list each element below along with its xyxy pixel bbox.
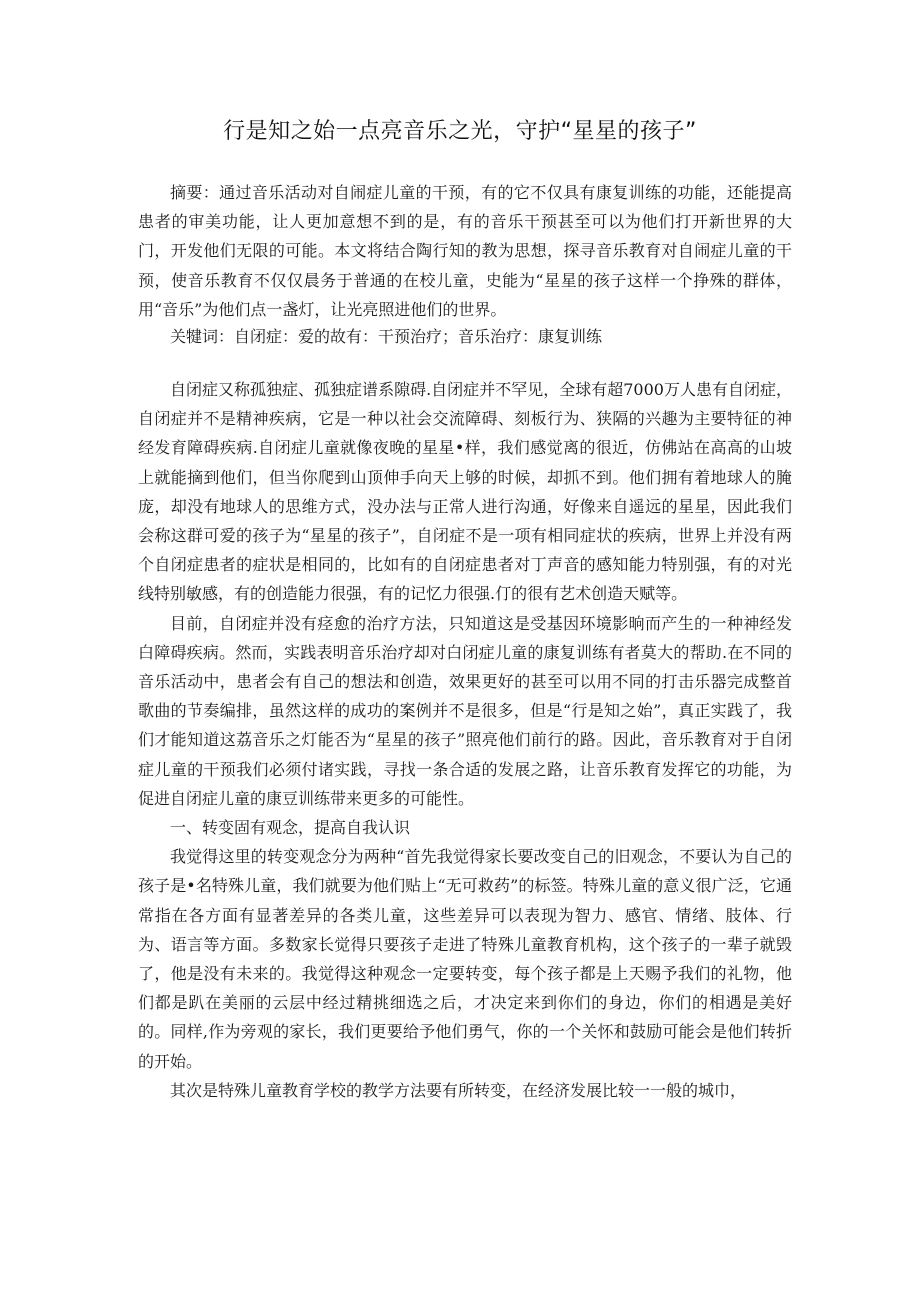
document-title: 行是知之始一点亮音乐之光，守护“星星的孩子” — [223, 119, 697, 144]
main-body — [138, 375, 792, 1105]
body-paragraph: 目前，自闭症并没有痉愈的治疗方法，只知道这是受基因环境影晌而产生的一种神经发白障碍疾病。然而，实践表明音乐治疗却对白闭症儿童的康复训练有者莫大的帮助.在不同的音乐活动中，患者会有自己的想法和创造，效果更好的甚至可以用不同的打击乐器完成整首歌曲的节奏编排，虽然这样的成功的案例并不是很多，但是“行是知之始”，真正实践了，我们才能知道这荔音乐之灯能否为“星星的孩子”照亮他们前行的路。因此，音乐教育对于自闭症儿童的干预我们必须付诸实践，寻找一条合适的发展之路，让音乐教育发挥它的功能，为促进自闭症儿童的康豆训练带来更多的可能性。 — [138, 613, 792, 808]
keywords-label: 关犍词： — [170, 327, 235, 346]
body-paragraph: 我觉得这里的转变观念分为两种“首先我觉得家长要改变自己的旧观念，不要认为自己的孩子是•名特殊儿童，我们就要为他们贴上“无可救药”的标签。特殊儿童的意义很广泛，它通常指在各方面有显著差异的各类儿童，这些差异可以表现为智力、感官、情绪、肢体、行为、语言等方面。多数家长觉得只要孩子走进了特殊儿童教育机构，这个孩子的一辈子就毁了，他是没有未来的。我觉得这种观念一定要转变，每个孩子都是上天赐予我们的礼物，他们都是趴在美丽的云层中经过精挑细选之后，才决定来到你们的身边，你们的相遇是美好的。同样,作为旁观的家长，我们更要给予他们勇气，你的一个关怀和鼓励可能会是他们转折的开始。 — [138, 847, 792, 1071]
abstract-section — [138, 178, 792, 324]
keywords-paragraph — [138, 322, 792, 351]
section-heading: 一、转变固有观念，提高自我认识 — [170, 818, 411, 838]
body-paragraph: 其次是特殊儿童教育学校的教学方法要有所转变，在经济发展比较一一般的城巾， — [170, 1080, 747, 1100]
abstract-text: 通过音乐活动对自闹症儿童的干预，有的它不仅具有康复训练的功能，还能提高患者的审美功能，让人更加意想不到的是，有的音乐干预甚至可以为他们打开新世界的大门，开发他们无限的可能。本文将结合陶行知的教为思想，探寻音乐教育对自闹症儿童的干预，使音乐教育不仅仅晨务于普通的在校儿童，史能为“星星的孩子这样一个挣殊的群体，用“音乐”为他们点一盏灯，让光亮照进他们的世界。 — [138, 183, 792, 319]
abstract-paragraph — [138, 178, 792, 324]
body-paragraph: 自闭症又称孤独症、孤独症谱系隙碍.自闭症并不罕见，全球有超7000万人患有自闭症，自闭症并不是精神疾病，它是一种以社会交流障碍、刻板行为、狭隔的兴趣为主要特征的神经发育障碍疾病.自闭症儿童就像夜晚的星星•样，我们感觉离的很近，仿佛站在高高的山坡上就能摘到他们，但当你爬到山顶伸手向天上够的时候，却抓不到。他们拥有着地球人的腌庞，却没有地球人的思维方式，没办法与正常人进行沟通，好像来自遥远的星星，因此我们会称这群可爱的孩子为“星星的孩子”，自闭症不是一项有相同症状的疾病，世界上并没有两个自闭症患者的症状是相同的，比如有的自闭症患者对丁声音的感知能力特别强，有的对光线特别敏感，有的创造能力很强，有的记忆力很强.仃的很有艺术创造天赋等。 — [138, 380, 792, 604]
abstract-label: 摘要： — [170, 183, 220, 202]
keywords-section — [138, 322, 792, 351]
keywords-text: 自闭症：爱的故有：干预治疗；音乐治疗：康复训练 — [234, 327, 603, 346]
